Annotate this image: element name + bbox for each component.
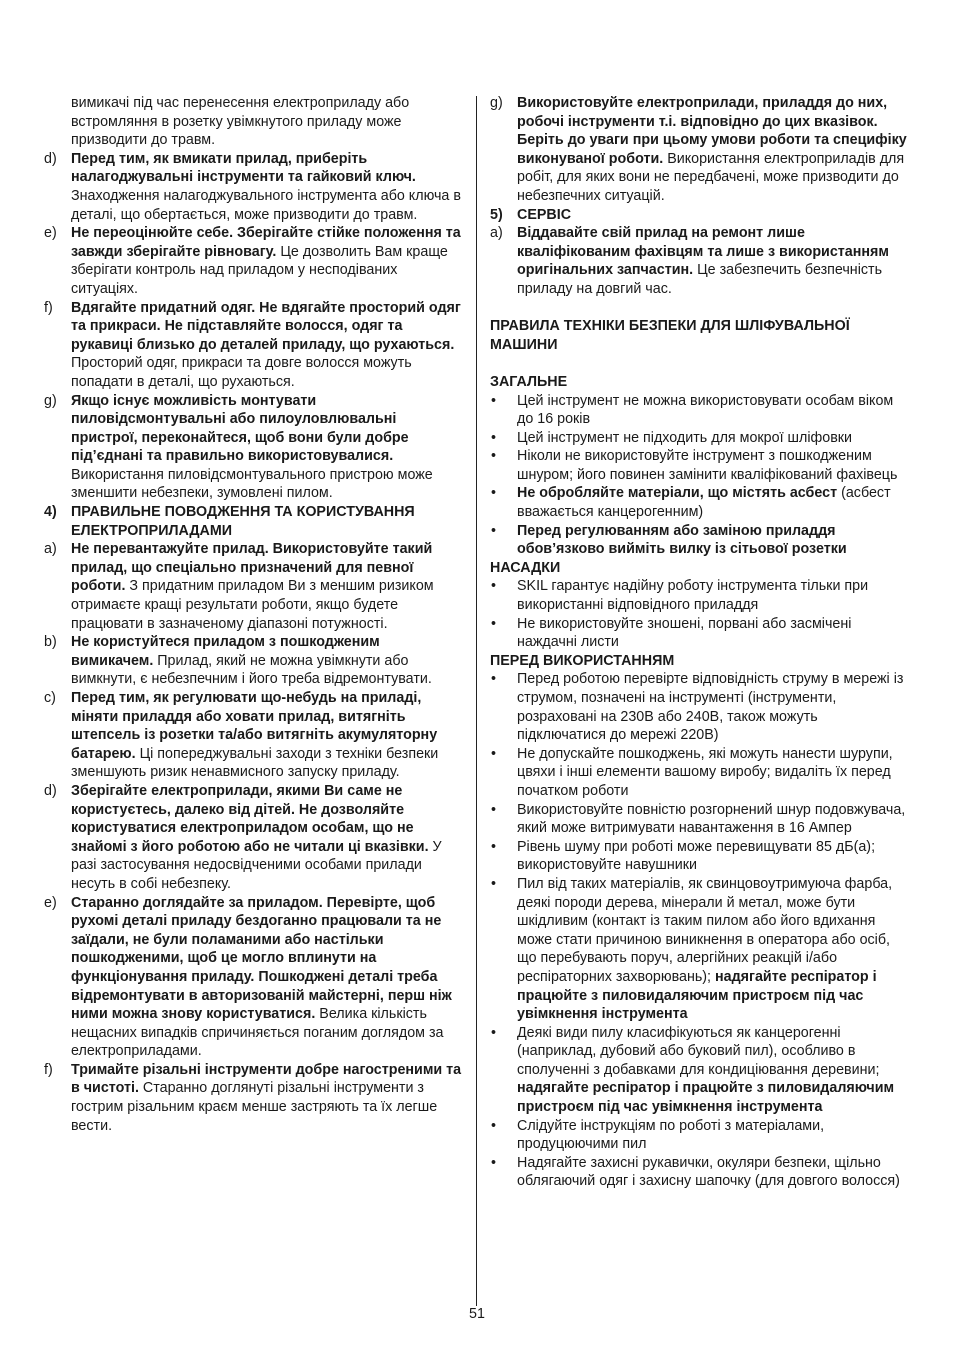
bullet-icon: • bbox=[491, 801, 497, 818]
list-item: • Не використовуйте зношені, порвані або засмічені наждачні листи bbox=[491, 615, 852, 651]
rule-item: c) Перед тим, як регулювати що-небудь на приладі, міняти приладдя або ховати прилад, витягніть штепсель із розетки та/або витягніть акумуляторну батарею. Ці попереджувальні заходи з техніки безпеки зменшують ризик ненавмисного запуску приладу. bbox=[44, 690, 439, 781]
left-column bbox=[44, 94, 464, 1135]
rule-item: e) Старанно доглядайте за приладом. Перевірте, щоб рухомі деталі приладу бездоганно працювали та не заїдали, не були поламаними або настільки пошкодженими, щоб це могло вплинути на функціонування приладу. Пошкоджені деталі треба відремонтувати в авторизованій майстерні, перш ніж ними можна знову користуватися. Велика кількість нещасних випадків спричиняється поганим доглядом за електроприладами. bbox=[44, 894, 452, 1060]
list-item: • Перед роботою перевірте відповідність струму в мережі із струмом, позначені на інструменті (інструменти, розраховані на 230В або 240В, також можуть підключатися до мережі 220В) bbox=[491, 671, 904, 744]
list-item: • SKIL гарантує надійну роботу інструмента тільки при використанні відповідного приладдя bbox=[491, 578, 869, 614]
bullet-icon: • bbox=[491, 578, 497, 595]
rule-item: a) Віддавайте свій прилад на ремонт лише кваліфікованим фахівцям та лише з використанням оригінальних запчастин. Це забезпечить безпечність приладу на довгий час. bbox=[490, 225, 889, 297]
bullet-icon: • bbox=[491, 448, 497, 465]
list-item: • Цей інструмент не підходить для мокрої шліфовки bbox=[491, 429, 853, 446]
rule-item: a) Не перевантажуйте прилад. Використовуйте такий прилад, що спеціально призначений для певної роботи. З придатним приладом Ви з меншим ризиком отримаєте кращі результати роботи, якщо будете працювати в зазначеному діапазоні потужності. bbox=[44, 541, 434, 632]
list-item: • Використовуйте повністю розгорнений шнур подовжувача, який може витримувати навантаження в 16 Ампер bbox=[491, 801, 906, 837]
bullet-icon: • bbox=[491, 875, 497, 892]
bullet-icon: • bbox=[491, 615, 497, 632]
rule-item: f) Тримайте різальні інструменти добре нагостреними та в чистоті. Старанно доглянуті різальні інструменти з гострим різальним краєм менше застряють та їх легше вести. bbox=[44, 1061, 462, 1134]
list-item: • Не допускайте пошкоджень, які можуть нанести шурупи, цвяхи і інші елементи вашому виробу; видаліть їх перед початком роботи bbox=[491, 745, 893, 799]
right-column bbox=[490, 94, 910, 1191]
rule-item: g) Якщо існує можливість монтувати пиловідсмонтувальні або пилоуловлювальні пристрої, переконайтеся, щоб вони були добре під’єднані та правильно використовувалися. Використання пиловідсмонтувального пристрою може зменшити небезпеки, зумовлені пилом. bbox=[44, 392, 433, 502]
bullet-icon: • bbox=[491, 745, 497, 762]
list-item: • Деякі види пилу класифікуються як канцерогенні (наприклад, дубовий або буковий пил), особливо в сполученні з добавками для кондиціювання деревини; надягайте респіратор і працюйте з пиловидаляючим пристроєм під час увімкнення інструмента bbox=[491, 1024, 895, 1116]
section-heading: 5) СЕРВІС bbox=[490, 206, 572, 223]
rule-item: d) Зберігайте електроприлади, якими Ви саме не користуєтесь, далеко від дітей. Не дозволяйте користуватися електроприладом особам, що не знайомі з його роботою або не читали ці вказівки. У разі застосування недосвідченими особами прилади несуть в собі небезпеку. bbox=[44, 782, 442, 892]
page-number: 51 bbox=[469, 1306, 485, 1322]
section-heading: 4) ПРАВИЛЬНЕ ПОВОДЖЕННЯ ТА КОРИСТУВАННЯ ЕЛЕКТРОПРИЛАДАМИ bbox=[44, 504, 415, 539]
rule-item: e) Не переоцінюйте себе. Зберігайте стійке положення та завжди зберігайте рівновагу. Це дозволить Вам краще зберігати контроль над приладом у несподіваних ситуаціях. bbox=[44, 225, 461, 297]
list-item: • Ніколи не використовуйте інструмент з пошкодженим шнуром; його повинен замінити кваліфікований фахівець bbox=[491, 448, 898, 483]
attachments-heading: НАСАДКИ bbox=[490, 559, 561, 576]
column-divider bbox=[476, 96, 477, 1306]
list-item: • Надягайте захисні рукавички, окуляри безпеки, щільно облягаючий одяг і захисну шапочку (для довгого волосся) bbox=[491, 1154, 900, 1190]
before-use-heading: ПЕРЕД ВИКОРИСТАННЯМ bbox=[490, 652, 675, 669]
rule-item: b) Не користуйтеся приладом з пошкодженим вимикачем. Прилад, який не можна увімкнути або вимкнути, є небезпечним і його треба відремонтувати. bbox=[44, 634, 432, 688]
rule-item: d) Перед тим, як вмикати прилад, приберіть налагоджувальні інструменти та гайковий ключ. Знаходження налагоджувального інструмента або ключа в деталі, що обертається, може призводити до травм. bbox=[44, 150, 461, 223]
continuation-paragraph: вимикачі під час перенесення електроприладу або встромляння в розетку увімкнутого приладу може призводити до травм. bbox=[71, 95, 410, 149]
list-item: • Цей інструмент не можна використовувати особам віком до 16 років bbox=[491, 392, 894, 428]
general-heading: ЗАГАЛЬНЕ bbox=[490, 373, 568, 390]
list-item: • Не обробляйте матеріали, що містять асбест (асбест вважається канцерогенним) bbox=[491, 485, 891, 521]
bullet-icon: • bbox=[491, 1154, 497, 1171]
bullet-icon: • bbox=[491, 838, 497, 855]
bullet-icon: • bbox=[491, 1117, 497, 1134]
list-item: • Пил від таких матеріалів, як свинцовоутримуюча фарба, деякі породи дерева, мінерали й метал, може бути шкідливим (контакт із таким пилом або його вдихання може стати причиною виникнення в оператора або осіб, що перебувають поруч, алергійних реакцій і/або респіраторних захворювань); надягайте респіратор і працюйте з пиловидаляючим пристроєм під час увімкнення інструмента bbox=[491, 875, 893, 1023]
bullet-icon: • bbox=[491, 522, 497, 539]
bullet-icon: • bbox=[491, 429, 497, 446]
rule-item: g) Використовуйте електроприлади, приладдя до них, робочі інструменти т.і. відповідно до цих вказівок. Беріть до уваги при цьому умови роботи та специфіку виконуваної роботи. Використання електроприладів для робіт, для яких вони не передбачені, може призводити до небезпечних ситуацій. bbox=[490, 95, 907, 204]
list-item: • Слідуйте інструкціям по роботі з матеріалами, продуцюючими пил bbox=[491, 1117, 825, 1153]
bullet-icon: • bbox=[491, 1024, 497, 1041]
main-heading: ПРАВИЛА ТЕХНІКИ БЕЗПЕКИ ДЛЯ ШЛІФУВАЛЬНОЇ МАШИНИ bbox=[490, 318, 850, 353]
bullet-icon: • bbox=[491, 485, 497, 502]
bullet-icon: • bbox=[491, 392, 497, 409]
bullet-icon: • bbox=[491, 671, 497, 688]
list-item: • Рівень шуму при роботі може перевищувати 85 дБ(а); використовуйте навушники bbox=[491, 838, 876, 874]
list-item: • Перед регулюванням або заміною приладдя обов’язково вийміть вилку із сітьової розетки bbox=[491, 522, 847, 558]
rule-item: f) Вдягайте придатний одяг. Не вдягайте просторий одяг та прикраси. Не підставляйте волосся, одяг та рукавиці близько до деталей приладу, що рухаються. Просторий одяг, прикраси та довге волосся можуть попадати в деталі, що рухаються. bbox=[44, 299, 461, 390]
